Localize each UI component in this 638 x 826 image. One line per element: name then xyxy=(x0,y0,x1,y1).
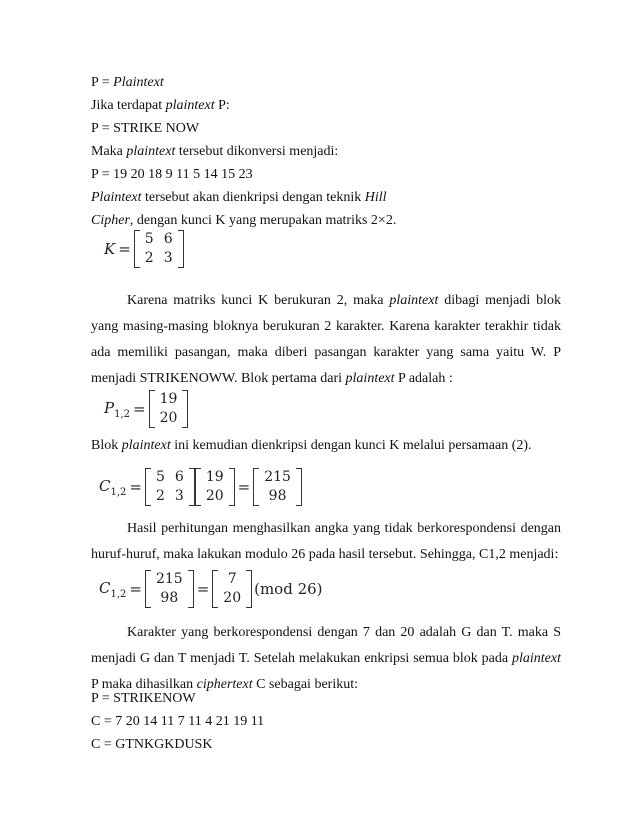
result-vector xyxy=(253,468,302,506)
vector-cell: 98 xyxy=(160,590,179,606)
eq-c1-equals: = xyxy=(129,478,142,496)
line-cipher-kunci: Cipher, dengan kunci K yang merupakan matriks 2×2. xyxy=(91,213,397,228)
line-final-c-numbers: C = 7 20 14 11 7 11 4 21 19 11 xyxy=(91,714,265,729)
mod-label: (mod 26) xyxy=(254,580,323,598)
key-cell: 3 xyxy=(163,250,173,266)
line-p-plaintext: P = Plaintext xyxy=(91,75,164,90)
line-jika-terdapat: Jika terdapat plaintext P: xyxy=(91,98,230,113)
eq-c1-equals-2: = xyxy=(237,478,251,496)
key-cell: 5 xyxy=(144,231,154,247)
eq-p-equals: = xyxy=(133,400,146,418)
eq-p-lhs: $P_{1,2}$ xyxy=(104,398,130,420)
equation-c12-mod xyxy=(99,570,326,608)
vector-cell: 20 xyxy=(159,410,178,426)
key-cell: 6 xyxy=(174,469,184,485)
line-maka-plaintext: Maka plaintext tersebut dikonversi menjadi: xyxy=(91,144,339,159)
result-vector xyxy=(145,570,194,608)
equation-k-matrix xyxy=(104,230,184,268)
key-cell: 5 xyxy=(155,469,165,485)
eq-c2-equals-2: = xyxy=(196,580,210,598)
paragraph-hasil-perhitungan: Hasil perhitungan menghasilkan angka yang tidak berkorespondensi dengan huruf-huruf, maka lakukan modulo 26 pada hasil tersebut. Sehingga, C1,2 menjadi: xyxy=(91,521,561,562)
paragraph-karakter-berkorespondensi: Karakter yang berkorespondensi dengan 7 dan 20 adalah G dan T. maka S menjadi G dan T menjadi T. Setelah melakukan enkripsi semua blok pada plaintext P maka dihasilkan ciphertext C sebagai berikut: xyxy=(91,625,561,692)
eq-c2-equals: = xyxy=(129,580,142,598)
eq-k-equals: = xyxy=(118,240,131,258)
vector-cell: 20 xyxy=(223,590,242,606)
mod-result-vector xyxy=(212,570,252,608)
key-cell: 6 xyxy=(163,231,173,247)
vector-cell: 215 xyxy=(155,571,183,587)
equation-c12-multiply xyxy=(99,468,302,506)
line-p-numbers: P = 19 20 18 9 11 5 14 15 23 xyxy=(91,167,253,182)
line-final-c-letters: C = GTNKGKDUSK xyxy=(91,737,213,752)
vector-cell: 19 xyxy=(205,469,224,485)
plaintext-vector xyxy=(149,390,189,428)
eq-c2-lhs: $C_{1,2}$ xyxy=(99,578,127,600)
eq-k-lhs: K xyxy=(104,240,116,258)
equation-p12 xyxy=(104,390,188,428)
vector-cell: 20 xyxy=(205,488,224,504)
line-p-strike-now: P = STRIKE NOW xyxy=(91,121,200,136)
vector-cell: 19 xyxy=(159,391,178,407)
key-cell: 2 xyxy=(155,488,165,504)
key-cell: 3 xyxy=(174,488,184,504)
eq-c1-lhs: $C_{1,2}$ xyxy=(99,476,127,498)
vector-cell: 98 xyxy=(268,488,287,504)
line-final-p: P = STRIKENOW xyxy=(91,691,196,706)
key-matrix xyxy=(145,468,195,506)
key-cell: 2 xyxy=(144,250,154,266)
line-plaintext-hill: Plaintext tersebut akan dienkripsi dengan teknik Hill xyxy=(91,190,387,205)
key-matrix xyxy=(134,230,184,268)
vector-cell: 215 xyxy=(264,469,291,485)
line-blok-plaintext: Blok plaintext ini kemudian dienkripsi dengan kunci K melalui persamaan (2). xyxy=(91,438,532,453)
plaintext-vector xyxy=(195,468,235,506)
paragraph-karena-matriks: Karena matriks kunci K berukuran 2, maka plaintext dibagi menjadi blok yang masing-masing bloknya berukuran 2 karakter. Karena karakter terakhir tidak ada memiliki pasangan, maka diberi pasangan karakter yang sama yaitu W. P menjadi STRIKENOWW. Blok pertama dari plaintext P adalah : xyxy=(91,293,561,386)
vector-cell: 7 xyxy=(227,571,237,587)
